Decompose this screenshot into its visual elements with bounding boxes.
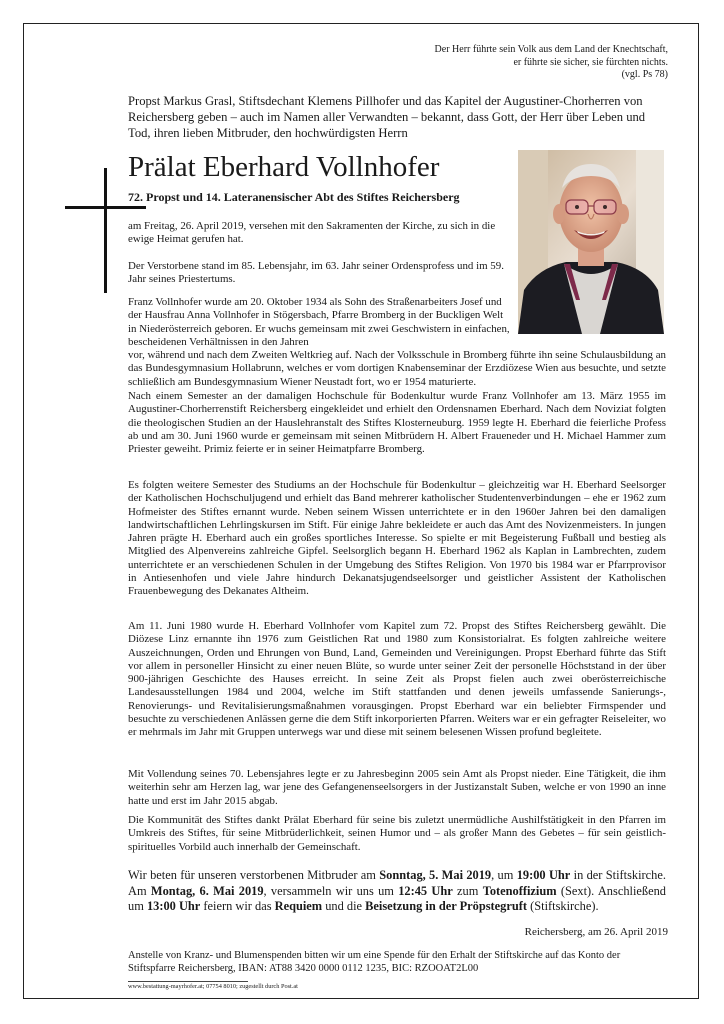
service-text: Wir beten für unseren verstorbenen Mitbruder am [128,868,380,882]
service-text: (Sext). Anschließend um [128,883,666,914]
quote-reference: (vgl. Ps 78) [621,69,668,80]
quote-line-1: Der Herr führte sein Volk aus dem Land der Knechtschaft, [434,44,668,55]
footer-divider [128,981,248,982]
deceased-name: Prälat Eberhard Vollnhofer [128,151,440,183]
cross-icon [104,168,107,293]
service-requiem: Requiem [274,899,323,914]
biography-paragraph-6: Die Kommunität des Stiftes dankt Prälat Eberhard für seine bis zuletzt unermüdliche Aushilfstätigkeit in den Pfarren im Umkreis des Stiftes, für seine Mitbrüderlichkeit, seinen Humor und – als großer Mann des Gebetes – für sein geistlich-spirituelles Vorbild auch innerhalb der Gemeinschaft. [128,814,666,853]
service-time-3: 13:00 Uhr [146,899,201,914]
service-text: , um [491,868,517,882]
service-time-2: 12:45 Uhr [398,883,453,898]
footer-imprint: www.bestattung-mayrhofer.at; 07754 8010; zugestellt durch Post.at [128,983,298,990]
service-time-1: 19:00 Uhr [516,868,571,882]
portrait-photo [518,150,664,334]
service-date-2: Montag, 6. Mai 2019 [150,883,264,898]
service-text: feiern wir das [200,899,275,914]
service-text: (Stiftskirche). [527,899,599,914]
quote-line-2: er führte sie sicher, sie fürchten nichts. [513,56,668,68]
service-burial: Beisetzung in der Pröpstegruft [365,899,528,914]
biography-paragraph-3: Es folgten weitere Semester des Studiums an der Hochschule für Bodenkultur – gleichzeitig war H. Eberhard Seelsorger der Katholischen Hochschuljugend und erhielt das Band mehrerer katholischer Studentenverbindungen – ehe er 1962 zum Hofmeister des Stiftes ernannt wurde. Neben seinem Wissen unterrichtete er in den 1960er Jahren bei den damaligen landwirtschaftlichen Lehrlingskursen im Stift. Für einige Jahre bekleidete er auch das Amt des Novizenmeisters. In jungen Jahren prägte H. Eberhard auch ein großes sportliches Interesse. So spielte er mit Begeisterung Fußball und bestieg als Mitglied des Alpenvereins zahlreiche Gipfel. Seelsorglich begann H. Eberhard 1962 als Kaplan in Lambrechten, zudem unterrichtete er an verschiedenen Schulen in der Umgebung des Stiftes Religion. Von 1970 bis 1984 war er Pfarrprovisor in Antiesenhofen und viele Jahre hindurch Dekanatsjugendseelsorger und geistlicher Assistent der Katholischen Frauenbewegung des Dekanates Altheim. [128,479,666,598]
place-and-date: Reichersberg, am 26. April 2019 [524,926,668,938]
service-date-1: Sonntag, 5. Mai 2019 [379,868,492,882]
service-text: , versammeln wir uns um [263,883,399,898]
service-text: zum [452,883,483,898]
biography-paragraph-5: Mit Vollendung seines 70. Lebensjahres legte er zu Jahresbeginn 2005 sein Amt als Propst nieder. Eine Tätigkeit, die ihm weiterhin sehr am Herzen lag, war jene des Gefangenenseelsorgers in der Justizanstalt Suben, welche er von 1990 an inne hatte und erst im Jahr 2015 abgab. [128,768,666,807]
service-text: und die [322,899,366,914]
age-paragraph: Der Verstorbene stand im 85. Lebensjahr, im 63. Jahr seiner Ordensprofess und im 59. Jahr seines Priestertums. [128,260,504,286]
service-text: in der Stiftskirche. Am [128,868,666,898]
announcement-intro: Propst Markus Grasl, Stiftsdechant Klemens Pillhofer und das Kapitel der Augustiner-Chorherren von Reichersberg geben – auch im Namen aller Verwandten – bekannt, dass Gott, der Herr über Leben und Tod, ihren lieben Mitbruder, den hochwürdigsten Herrn [128,94,646,140]
service-office: Totenoffizium [482,883,557,898]
death-paragraph: am Freitag, 26. April 2019, versehen mit den Sakramenten der Kirche, zu sich in die ewige Heimat gerufen hat. [128,220,496,246]
biography-paragraph-1b: vor, während und nach dem Zweiten Weltkrieg auf. Nach der Volksschule in Bromberg führte ihn seine Schulausbildung an das Bundesgymnasium Hollabrunn, welches er vom dortigen Knabenseminar der Erzdiözese Wien aus besuchte, und setzte schließlich am Bundesgymnasium Wiener Neustadt fort, wo er 1954 maturierte. [128,349,666,388]
biography-paragraph-1a: Franz Vollnhofer wurde am 20. Oktober 1934 als Sohn des Straßenarbeiters Josef und der Hausfrau Anna Vollnhofer in Stögersbach, Pfarre Bromberg in der Buckligen Welt in Niederösterreich geboren. Er wuchs gemeinsam mit zwei Geschwistern in einfachen, bescheidenen Verhältnissen in den Jahren [128,296,510,349]
cross-icon-bar [65,206,146,209]
funeral-services [128,868,666,915]
deceased-title: 72. Propst und 14. Lateranensischer Abt des Stiftes Reichersberg [128,190,460,204]
biography-paragraph-4: Am 11. Juni 1980 wurde H. Eberhard Vollnhofer vom Kapitel zum 72. Propst des Stiftes Reichersberg gewählt. Die Diözese Linz ernannte ihn 1976 zum Geistlichen Rat und 1980 zum Konsistorialrat. Es folgten zahlreiche weitere Auszeichnungen, Orden und Ehrungen von Bund, Land, Gemeinden und Vereinigungen. Propst Eberhard führte das Stift vor allem in personeller Hinsicht zu einer neuen Blüte, so wurde unter seiner Zeit der personelle Höchststand in der über 900-jährigen Geschichte des Hauses erreicht. In seine Zeit als Propst fielen auch zwei oberösterreichische Landesausstellungen 1984 und 2004, welche im Stift stattfanden und denen jeweils umfassende Sanierungs-, Renovierungs- und Revitalisierungsmaßnahmen vorausgingen. Propst Eberhard war ein beliebter Firmspender und besuchte zu verschiedenen Anlässen gerne die dem Stift inkorporierten Pfarren. Weiters war er ein gefragter Reiseleiter, wo er mehrmals im Jahr mit Gruppen unterwegs war und diese mit seinem belesenen Wissen profund begleitete. [128,620,666,739]
biography-paragraph-2: Nach einem Semester an der damaligen Hochschule für Bodenkultur wurde Franz Vollnhofer am 13. März 1955 im Augustiner-Chorherrenstift Reichersberg eingekleidet und erhielt den Ordensnamen Eberhard. Nach dem Noviziat folgten die theologischen Studien an der Hauslehranstalt des Stiftes Klosterneuburg. 1959 legte H. Eberhard die feierliche Profess ab und am 30. Juni 1960 wurde er gemeinsam mit seinen Mitbrüdern H. Albert Fraueneder und H. Michael Hammer zum Priester geweiht. Primiz feierte er in seiner Heimatpfarre Bromberg. [128,390,666,456]
donation-request: Anstelle von Kranz- und Blumenspenden bitten wir um eine Spende für den Erhalt der Stiftskirche auf das Konto der Stiftspfarre Reichersberg, IBAN: AT88 3420 0000 0112 1235, BIC: RZOOAT2L00 [128,950,621,974]
bible-quote [435,44,668,82]
